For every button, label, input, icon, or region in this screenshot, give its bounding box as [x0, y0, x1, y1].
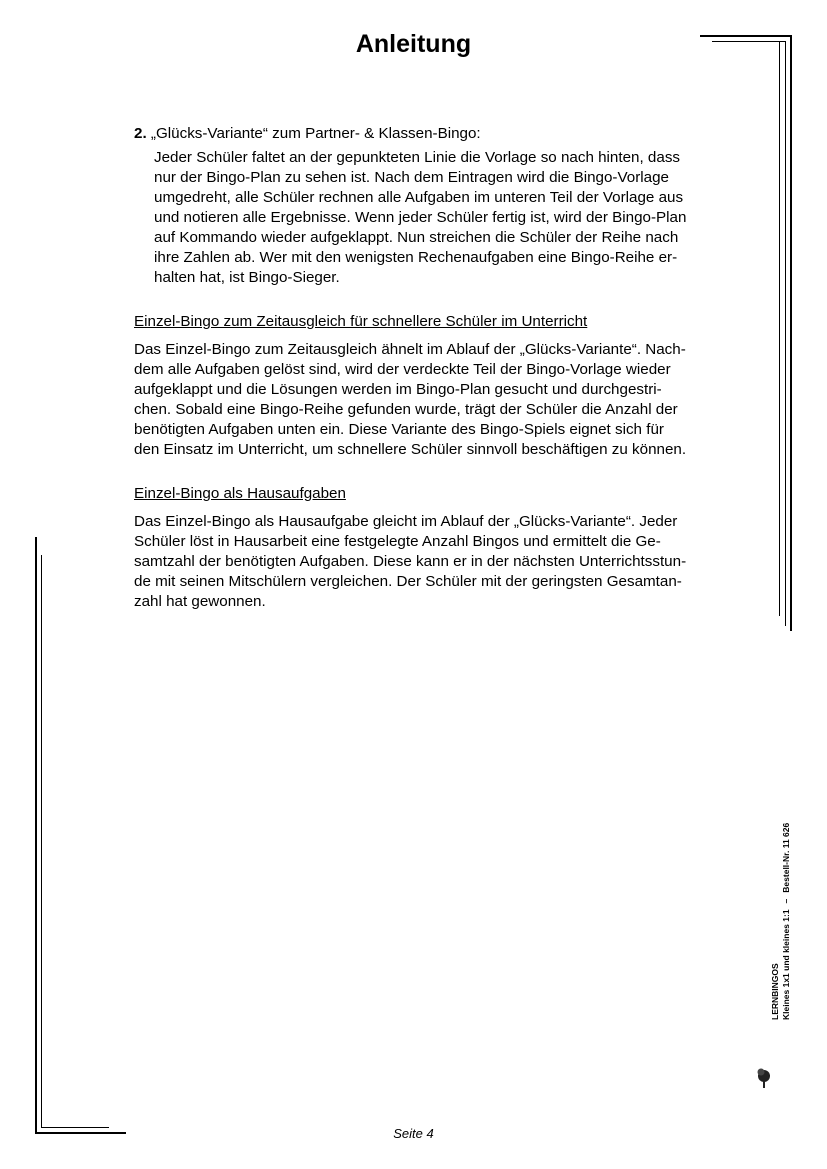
text-line: benötigten Aufgaben unten ein. Diese Variante des Bingo-Spiels eignet sich für — [134, 421, 664, 438]
frame-right-line-middle — [785, 41, 786, 626]
separator: – — [781, 898, 791, 904]
text-line: aufgeklappt und die Lösungen werden im Bingo-Plan gesucht und durchgestri- — [134, 381, 662, 398]
item-2-body — [154, 148, 744, 288]
text-line: Jeder Schüler faltet an der gepunkteten Linie die Vorlage so nach hinten, dass — [154, 149, 681, 166]
text-line: halten hat, ist Bingo-Sieger. — [154, 269, 340, 286]
text-line: Das Einzel-Bingo zum Zeitausgleich ähnelt im Ablauf der „Glücks-Variante“. Nach- — [134, 341, 686, 358]
section-body-hausaufgaben — [134, 512, 744, 612]
frame-right-line-outer — [790, 35, 792, 631]
item-2-title: „Glücks-Variante“ zum Partner- & Klassen-Bingo: — [150, 125, 481, 142]
product-title: Kleines 1x1 und kleines 1:1 — [781, 909, 791, 1020]
section-heading-hausaufgaben: Einzel-Bingo als Hausaufgaben — [134, 485, 346, 502]
item-number: 2. — [134, 125, 147, 142]
series-name: LERNBINGOS — [770, 963, 780, 1020]
text-line: de mit seinen Mitschülern vergleichen. Der Schüler mit der geringsten Gesamtan- — [134, 573, 682, 590]
text-line: Das Einzel-Bingo als Hausaufgabe gleicht im Ablauf der „Glücks-Variante“. Jeder — [134, 513, 678, 530]
frame-right-line-inner — [779, 41, 780, 616]
order-number: Bestell-Nr. 11 626 — [781, 822, 791, 893]
text-line: nur der Bingo-Plan zu sehen ist. Nach dem Eintragen wird die Bingo-Vorlage — [154, 169, 669, 186]
text-line: chen. Sobald eine Bingo-Reihe gefunden wurde, trägt der Schüler die Anzahl der — [134, 401, 678, 418]
frame-left-line-middle — [41, 555, 42, 1128]
product-line — [781, 822, 792, 1020]
frame-top-line-outer — [700, 35, 792, 37]
section-body-zeitausgleich — [134, 340, 744, 460]
text-line: den Einsatz im Unterricht, um schnellere Schüler sinnvoll beschäftigen zu können. — [134, 441, 687, 458]
section-heading-zeitausgleich: Einzel-Bingo zum Zeitausgleich für schnellere Schüler im Unterricht — [134, 313, 588, 330]
text-line: ihre Zahlen ab. Wer mit den wenigsten Rechenaufgaben eine Bingo-Reihe er- — [154, 249, 678, 266]
tree-logo-icon — [756, 1062, 788, 1090]
text-line: zahl hat gewonnen. — [134, 593, 266, 610]
side-footer — [770, 822, 827, 1020]
text-line: und notieren alle Ergebnisse. Wenn jeder Schüler fertig ist, wird der Bingo-Plan — [154, 209, 687, 226]
text-line: Schüler löst in Hausarbeit eine festgelegte Anzahl Bingos und ermittelt die Ge- — [134, 533, 661, 550]
text-line: dem alle Aufgaben gelöst sind, wird der verdeckte Teil der Bingo-Vorlage wieder — [134, 361, 671, 378]
text-line: umgedreht, alle Schüler rechnen alle Aufgaben im unteren Teil der Vorlage aus — [154, 189, 684, 206]
text-line: auf Kommando wieder aufgeklappt. Nun streichen die Schüler der Reihe nach — [154, 229, 679, 246]
text-line: samtzahl der benötigten Aufgaben. Diese kann er in der nächsten Unterrichtsstun- — [134, 553, 687, 570]
item-2-heading — [134, 124, 744, 144]
instructions-content — [134, 124, 744, 612]
frame-left-line-outer — [35, 537, 37, 1134]
page-number: Seite 4 — [393, 1126, 434, 1141]
page-title: Anleitung — [355, 30, 472, 58]
frame-top-line-inner — [712, 41, 786, 42]
